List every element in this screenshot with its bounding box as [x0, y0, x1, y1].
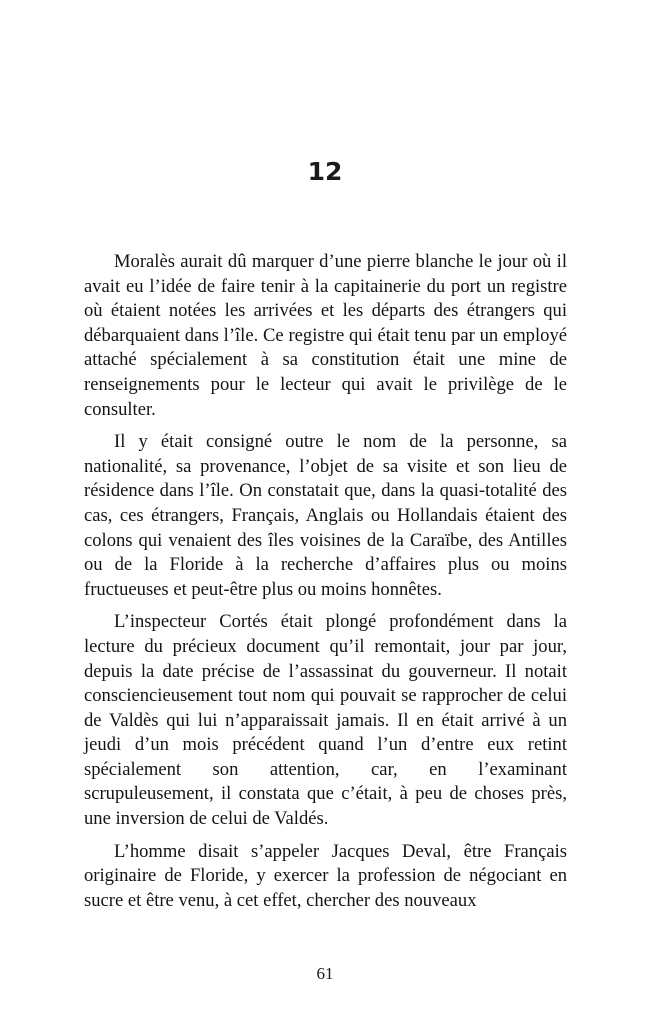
- paragraph-2: Il y était consigné outre le nom de la personne, sa nationalité, sa provenance, l’objet de sa visite et son lieu de résidence dans l’île. On constatait que, dans la quasi-totalité des cas, ces étrangers, Français, Anglais ou Hollandais étaient des colons qui venaient des îles voisines de la Caraïbe, des Antilles ou de la Floride à la recherche d’affaires plus ou moins fructueuses et peut-être plus ou moins honnêtes.: [84, 431, 567, 600]
- paragraph-1: Moralès aurait dû marquer d’une pierre blanche le jour où il avait eu l’idée de faire tenir à la capitainerie du port un registre où étaient notées les arrivées et les départs des étrangers qui débarquaient dans l’île. Ce registre qui était tenu par un employé attaché spécialement à sa constitution était une mine de renseignements pour le lecteur qui avait le privilège de le consulter.: [84, 251, 567, 420]
- paragraph-4: L’homme disait s’appeler Jacques Deval, être Français originaire de Floride, y exercer la profession de négociant en sucre et être venu, à cet effet, chercher des nouveaux: [84, 840, 567, 911]
- paragraph-3: L’inspecteur Cortés était plongé profondément dans la lecture du précieux document qu’il remontait, jour par jour, depuis la date précise de l’assassinat du gouverneur. Il notait consciencieusement tout nom qui pouvait se rapprocher de celui de Valdès qui lui n’apparaissait jamais. Il en était arrivé à un jeudi d’un mois précédent quand l’un d’entre eux retint spécialement son attention, car, en l’examinant scrupuleusement, il constata que c’était, à peu de choses près, une inversion de celui de Valdés.: [84, 611, 567, 830]
- chapter-body: [84, 250, 567, 921]
- page-number: 61: [316, 964, 334, 983]
- chapter-number: 12: [307, 157, 343, 186]
